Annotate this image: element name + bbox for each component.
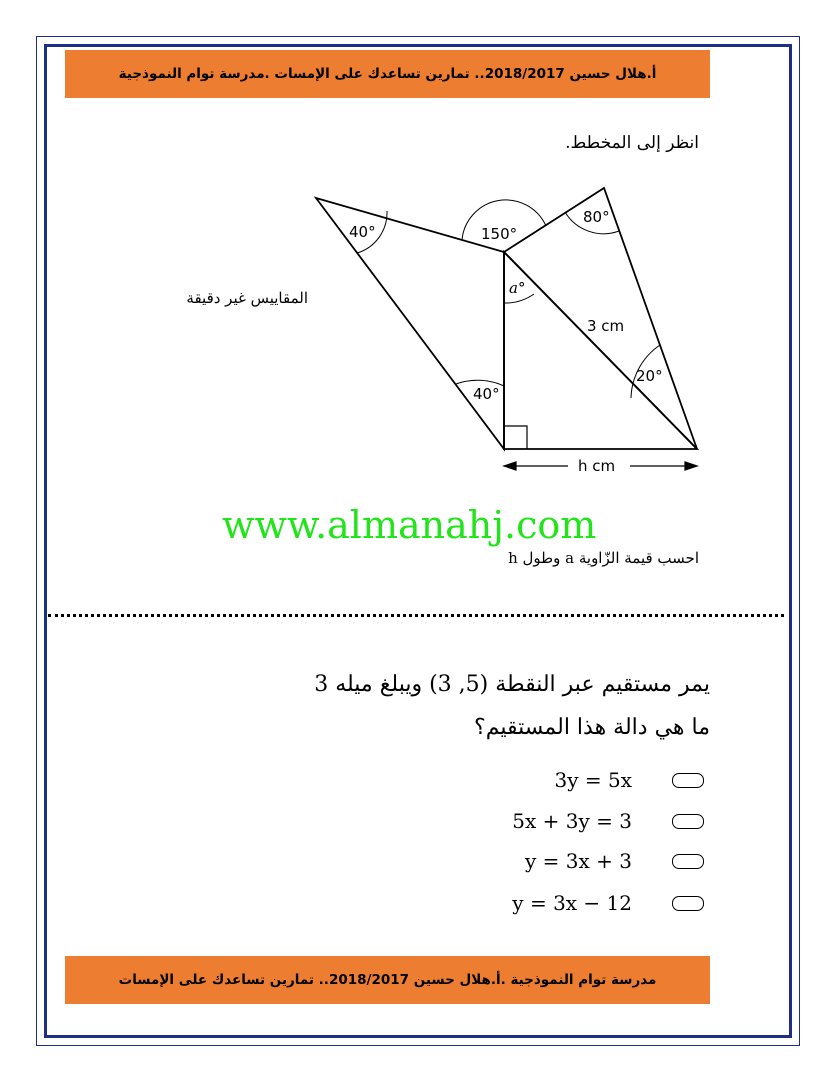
option-3-radio[interactable] (672, 854, 704, 869)
instruction-text: انظر إلى المخطط. (565, 133, 699, 153)
option-1-equation: 3y = 5x (554, 768, 632, 792)
option-3-equation: y = 3x + 3 (525, 849, 632, 873)
watermark: www.almanahj.com (222, 503, 597, 547)
option-2[interactable] (512, 806, 704, 836)
dotted-divider (48, 614, 784, 617)
option-2-radio[interactable] (672, 814, 704, 829)
option-1[interactable] (555, 765, 705, 795)
label-angle-bottom-left: 40° (473, 385, 500, 403)
label-angle-top-left: 40° (349, 223, 376, 241)
question-line-1: يمر مستقيم عبر النقطة (5, 3) ويبلغ ميله 3 (314, 672, 710, 697)
footer-text: مدرسة توام النموذجية .أ.هلال حسين 2018/2017.. تمارين تساعدك على الإمسات (118, 972, 657, 988)
option-4-radio[interactable] (672, 896, 704, 911)
option-2-equation: 5x + 3y = 3 (512, 809, 632, 833)
option-3[interactable] (525, 846, 704, 876)
label-angle-top-right: 80° (583, 208, 610, 226)
option-4[interactable] (512, 888, 704, 918)
label-angle-a: a° (509, 279, 526, 297)
left-triangle (316, 198, 504, 449)
option-4-equation: y = 3x − 12 (512, 891, 632, 915)
footer-banner (65, 956, 710, 1004)
bottom-triangle (504, 252, 697, 449)
label-side-3cm: 3 cm (587, 317, 625, 335)
scale-note: المقاييس غير دقيقة (186, 289, 308, 307)
label-angle-top-mid: 150° (481, 225, 518, 243)
option-1-radio[interactable] (672, 773, 704, 788)
label-angle-bottom-right: 20° (636, 367, 663, 385)
right-angle-marker (504, 426, 527, 449)
calculate-question: احسب قيمة الزّاوية a وطول h (508, 549, 699, 567)
header-text: أ.هلال حسين 2018/2017.. تمارين تساعدك على الإمسات .مدرسة توام النموذجية (118, 66, 657, 82)
label-base-h: h cm (578, 457, 616, 475)
question-line-2: ما هي دالة هذا المستقيم؟ (474, 715, 710, 740)
